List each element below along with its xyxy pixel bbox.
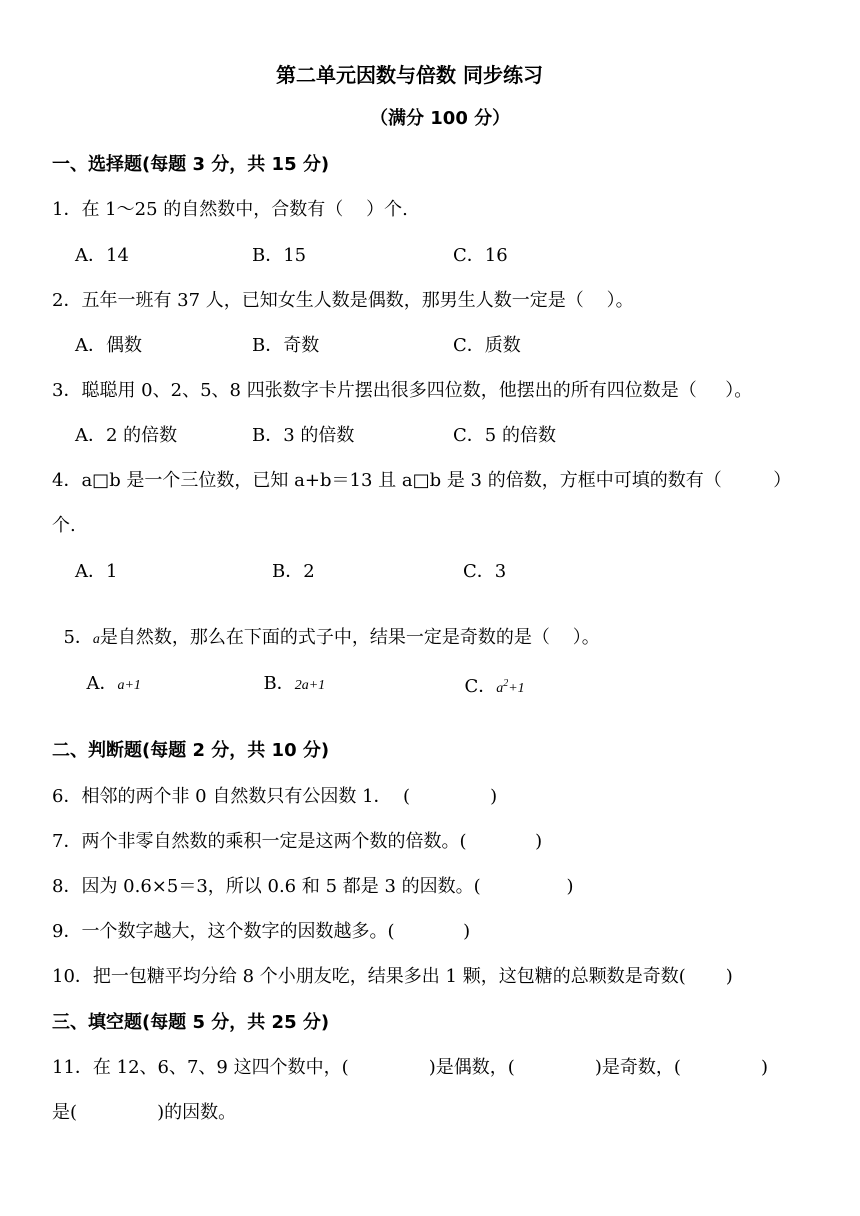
q1-option-c: C．16 bbox=[453, 245, 508, 266]
q2-option-b: B．奇数 bbox=[252, 335, 320, 356]
q5-variable: a bbox=[92, 632, 100, 647]
q3-option-b: B．3 的倍数 bbox=[252, 425, 355, 446]
q3-option-a: A．2 的倍数 bbox=[75, 425, 178, 446]
question-7: 7．两个非零自然数的乘积一定是这两个数的倍数。( ) bbox=[52, 831, 543, 852]
q5-option-c bbox=[453, 651, 525, 700]
q5-option-c-rest: +1 bbox=[508, 681, 525, 696]
section-heading-fill-in: 三、填空题(每题 5 分，共 25 分) bbox=[52, 1012, 330, 1033]
question-10: 10．把一包糖平均分给 8 个小朋友吃，结果多出 1 颗，这包糖的总颗数是奇数( ) bbox=[52, 966, 733, 987]
question-11-continued: 是( )的因数。 bbox=[52, 1102, 237, 1123]
q4-option-a: A．1 bbox=[75, 561, 118, 582]
q2-option-a: A．偶数 bbox=[75, 335, 142, 356]
q5-option-b-label: B． bbox=[263, 673, 295, 694]
question-5 bbox=[52, 605, 600, 651]
section-heading-judgement: 二、判断题(每题 2 分，共 10 分) bbox=[52, 740, 330, 761]
question-8: 8．因为 0.6×5＝3，所以 0.6 和 5 都是 3 的因数。( ) bbox=[52, 876, 574, 897]
question-3: 3．聪聪用 0、2、5、8 四张数字卡片摆出很多四位数，他摆出的所有四位数是（ ）。 bbox=[52, 380, 753, 401]
page-title: 第二单元因数与倍数 同步练习 bbox=[276, 63, 543, 87]
question-4: 4．a□b 是一个三位数，已知 a+b＝13 且 a□b 是 3 的倍数，方框中可填的数有（ ） bbox=[52, 470, 792, 491]
question-6: 6．相邻的两个非 0 自然数只有公因数 1． ( ) bbox=[52, 786, 498, 807]
question-4-continued: 个. bbox=[52, 515, 76, 536]
question-2: 2．五年一班有 37 人，已知女生人数是偶数，那男生人数一定是（ ）。 bbox=[52, 290, 634, 311]
q5-option-c-exponent: 2 bbox=[503, 678, 509, 689]
q5-option-c-base: a bbox=[496, 681, 504, 696]
section-heading-choice: 一、选择题(每题 3 分，共 15 分) bbox=[52, 154, 330, 175]
q5-option-a bbox=[75, 651, 141, 697]
q5-option-b bbox=[252, 651, 325, 697]
question-9: 9．一个数字越大，这个数字的因数越多。( ) bbox=[52, 921, 471, 942]
q5-option-c-label: C． bbox=[464, 676, 497, 697]
q4-option-b: B．2 bbox=[272, 561, 315, 582]
q3-option-c: C．5 的倍数 bbox=[453, 425, 556, 446]
q5-number: 5． bbox=[63, 627, 93, 648]
q1-option-b: B．15 bbox=[252, 245, 307, 266]
q5-option-a-expr: a+1 bbox=[117, 678, 141, 693]
q5-option-b-expr: 2a+1 bbox=[294, 678, 326, 693]
page-subtitle: （满分 100 分） bbox=[370, 108, 511, 129]
q2-option-c: C．质数 bbox=[453, 335, 521, 356]
question-11: 11．在 12、6、7、9 这四个数中，( )是偶数，( )是奇数，( ) bbox=[52, 1057, 769, 1078]
q5-option-a-label: A． bbox=[86, 673, 118, 694]
q1-option-a: A．14 bbox=[75, 245, 129, 266]
question-1: 1．在 1～25 的自然数中，合数有（ ）个. bbox=[52, 199, 408, 220]
q5-text: 是自然数，那么在下面的式子中，结果一定是奇数的是（ ）。 bbox=[99, 627, 600, 648]
q4-option-c: C．3 bbox=[463, 561, 507, 582]
